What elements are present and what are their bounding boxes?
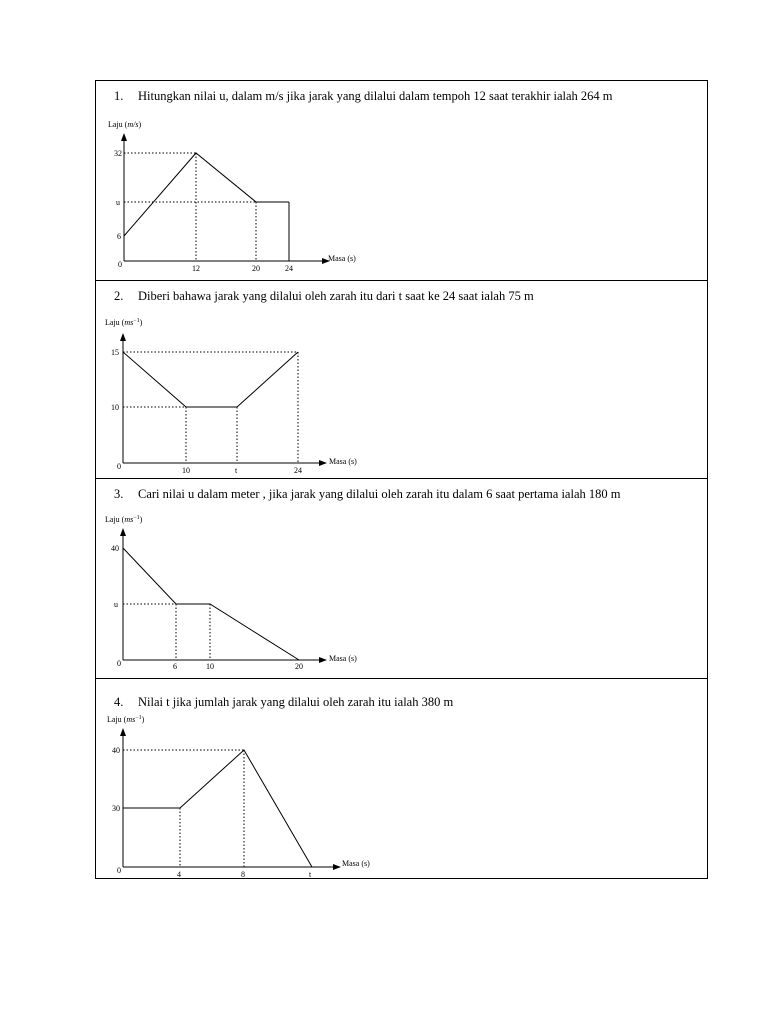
question-text: Nilai t jika jumlah jarak yang dilalui oleh zarah itu ialah 380 m [138, 695, 454, 709]
x-tick-label: 20 [252, 264, 260, 273]
question-text: Hitungkan nilai u, dalam m/s jika jarak yang dilalui dalam tempoh 12 saat terakhir ialah 264 m [138, 89, 613, 103]
x-tick-label: 10 [206, 662, 214, 671]
question-1 [96, 81, 707, 281]
question-2 [96, 281, 707, 479]
x-axis-arrow [319, 657, 327, 663]
x-axis-arrow [319, 460, 327, 466]
y-tick-label: 6 [117, 232, 121, 241]
x-tick-label: 8 [241, 870, 245, 879]
x-axis-label: Masa (s) [328, 254, 356, 263]
y-axis-arrow [121, 133, 127, 141]
origin-label: 0 [117, 866, 121, 875]
question-number: 2. [114, 289, 124, 303]
y-tick-label: 30 [112, 804, 120, 813]
question-number: 3. [114, 487, 124, 501]
origin-label: 0 [117, 659, 121, 668]
y-axis-label: Laju $(ms^{-1})$ [105, 318, 143, 327]
question-4 [96, 679, 707, 878]
origin-label: 0 [117, 462, 121, 471]
velocity-time-graph-1 [96, 81, 709, 281]
velocity-time-graph-4 [96, 679, 709, 878]
worksheet [95, 80, 708, 879]
y-tick-label: 40 [111, 544, 119, 553]
y-axis-label: Laju $(ms^{-1})$ [107, 715, 145, 724]
y-tick-label: u [114, 600, 118, 609]
question-text: Diberi bahawa jarak yang dilalui oleh zarah itu dari t saat ke 24 saat ialah 75 m [138, 289, 534, 303]
question-3 [96, 479, 707, 679]
y-tick-label: u [116, 198, 120, 207]
x-tick-label: 24 [285, 264, 293, 273]
x-tick-label: 10 [182, 466, 190, 475]
y-axis-arrow [120, 333, 126, 341]
x-tick-label: t [235, 466, 238, 475]
y-axis-arrow [120, 528, 126, 536]
question-text: Cari nilai u dalam meter , jika jarak yang dilalui oleh zarah itu dalam 6 saat pertama ialah 180 m [138, 487, 621, 501]
y-axis-arrow [120, 728, 126, 736]
velocity-line [124, 153, 289, 236]
velocity-time-graph-3 [96, 479, 709, 679]
x-tick-label: 20 [295, 662, 303, 671]
origin-label: 0 [118, 260, 122, 269]
y-tick-label: 10 [111, 403, 119, 412]
x-tick-label: 4 [177, 870, 181, 879]
x-axis-label: Masa (s) [329, 457, 357, 466]
velocity-line [123, 750, 312, 867]
x-tick-label: 12 [192, 264, 200, 273]
x-axis-label: Masa (s) [342, 859, 370, 868]
y-axis-label: Laju (m/s) [108, 120, 142, 129]
y-axis-label: Laju $(ms^{-1})$ [105, 515, 143, 524]
y-tick-label: 15 [111, 348, 119, 357]
y-tick-label: 32 [114, 149, 122, 158]
question-number: 4. [114, 695, 124, 709]
question-number: 1. [114, 89, 124, 103]
velocity-line [123, 548, 299, 660]
x-axis-arrow [333, 864, 341, 870]
x-tick-label: 6 [173, 662, 177, 671]
velocity-time-graph-2 [96, 281, 709, 479]
x-axis-label: Masa (s) [329, 654, 357, 663]
y-tick-label: 40 [112, 746, 120, 755]
velocity-line [123, 352, 298, 407]
x-tick-label: t [309, 870, 312, 879]
x-tick-label: 24 [294, 466, 302, 475]
